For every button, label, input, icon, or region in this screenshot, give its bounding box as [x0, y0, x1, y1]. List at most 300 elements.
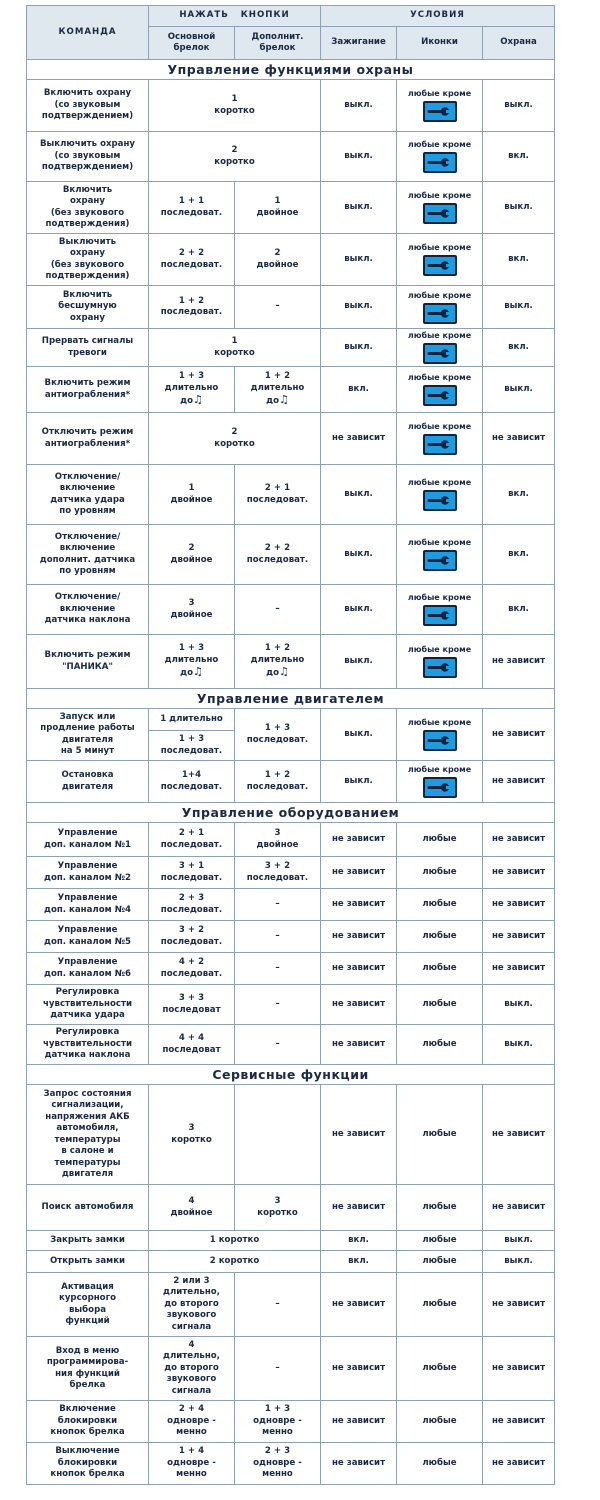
buttons-both-cell [149, 80, 321, 132]
icons-cell [397, 367, 483, 413]
main-fob-cell-text: 1 + 2 последоват. [160, 295, 223, 317]
command-cell-text: Отключение/ включение дополнит. датчика по уровням [39, 531, 136, 576]
icons-cell [397, 234, 483, 286]
ignition-cell-text: выкл. [344, 150, 373, 161]
buttons-both-cell-text: 2 коротко [214, 145, 255, 167]
buttons-both-cell [149, 132, 321, 182]
extra-fob-cell [235, 585, 321, 635]
wrench-icon [423, 101, 457, 122]
ignition-cell-text: не зависит [331, 930, 386, 941]
command-cell-text: Запрос состояния сигнализации, напряжения АКБ автомобиля, температуры в салоне и температуры двигателя [43, 1088, 132, 1179]
command-cell-text: Вход в меню программирова- ния функций брелка [46, 1345, 129, 1390]
guard-cell-text: вкл. [508, 150, 529, 161]
wrench-icon [423, 550, 457, 571]
music-note-icon: ♫ [192, 393, 203, 407]
command-table [26, 5, 555, 1485]
section-title: Сервисные функции [27, 1065, 555, 1085]
guard-cell [483, 465, 555, 525]
extra-fob-cell-text: – [275, 962, 280, 973]
guard-cell-text: выкл. [504, 99, 533, 110]
command-cell [27, 329, 149, 367]
guard-cell [483, 823, 555, 857]
icons-cell [397, 1231, 483, 1251]
ignition-cell-text: не зависит [331, 1415, 386, 1426]
main-fob-cell-text: 4 + 4 последоват [162, 1033, 221, 1055]
guard-cell [483, 1085, 555, 1185]
command-cell [27, 1401, 149, 1443]
extra-fob-cell-text: 2 двойное [256, 248, 299, 270]
icons-cell [397, 182, 483, 234]
command-cell-text: Активация курсорного выбора функций [59, 1281, 116, 1326]
guard-cell [483, 709, 555, 761]
wrench-icon [423, 657, 457, 678]
guard-cell [483, 413, 555, 465]
ignition-cell [321, 709, 397, 761]
icons-except-label: любые кроме [407, 140, 472, 149]
guard-cell-text: не зависит [491, 1415, 546, 1426]
main-fob-cell [149, 1443, 235, 1485]
command-cell [27, 525, 149, 585]
extra-fob-cell-text: – [275, 1298, 280, 1309]
command-cell-text: Управление доп. каналом №2 [44, 861, 131, 883]
section-header-row [27, 803, 555, 823]
guard-cell [483, 635, 555, 689]
table-row [27, 413, 555, 465]
guard-cell [483, 1337, 555, 1401]
ignition-cell [321, 585, 397, 635]
ignition-cell-text: не зависит [331, 898, 386, 909]
wrench-icon [423, 730, 457, 751]
command-cell-text: Регулировка чувствительности датчика наклона [43, 1027, 132, 1061]
icons-cell [397, 857, 483, 889]
guard-cell-text: не зависит [491, 898, 546, 909]
ignition-cell-text: выкл. [344, 728, 373, 739]
icons-cell-text: любые [422, 1255, 457, 1266]
icons-cell [397, 525, 483, 585]
command-cell [27, 889, 149, 921]
guard-cell [483, 1273, 555, 1337]
command-cell-text: Отключить режим антиограбления* [41, 427, 134, 449]
main-fob-cell [149, 1401, 235, 1443]
command-cell [27, 1273, 149, 1337]
ignition-cell [321, 132, 397, 182]
icons-cell-text: любые [422, 1038, 457, 1049]
table-row [27, 234, 555, 286]
guard-cell [483, 525, 555, 585]
icons-cell [397, 889, 483, 921]
ignition-cell [321, 857, 397, 889]
extra-fob-cell [235, 182, 321, 234]
ignition-cell-text: выкл. [344, 655, 373, 666]
ignition-cell [321, 1085, 397, 1185]
guard-cell [483, 985, 555, 1025]
icons-cell [397, 823, 483, 857]
icons-except-label: любые кроме [407, 331, 472, 340]
extra-fob-cell-text: 1 двойное [256, 196, 299, 218]
ignition-cell [321, 823, 397, 857]
extra-fob-cell [235, 709, 321, 761]
guard-cell-text: не зависит [491, 1128, 546, 1139]
section-header-row [27, 689, 555, 709]
ignition-cell-text: выкл. [344, 488, 373, 499]
guard-cell [483, 1025, 555, 1065]
guard-cell [483, 585, 555, 635]
ignition-cell-text: выкл. [344, 603, 373, 614]
icons-cell-text: любые [422, 833, 457, 844]
extra-fob-cell [235, 761, 321, 803]
command-cell-text: Запуск или продление работы двигателя на 5 минут [40, 711, 135, 756]
guard-cell [483, 1443, 555, 1485]
guard-cell-text: выкл. [504, 1234, 533, 1245]
command-cell-text: Включить охрану (со звуковым подтверждением) [41, 88, 134, 122]
table-row [27, 525, 555, 585]
ignition-cell [321, 889, 397, 921]
extra-fob-cell-text: 1 + 2 длительно до♫ [250, 643, 305, 679]
buttons-both-cell-text: 2 коротко [214, 427, 255, 449]
guard-cell [483, 953, 555, 985]
extra-fob-cell [235, 953, 321, 985]
main-fob-cell [149, 823, 235, 857]
guard-cell-text: не зависит [491, 728, 546, 739]
wrench-icon [423, 490, 457, 511]
icons-cell-text: любые [422, 1457, 457, 1468]
extra-fob-cell [235, 525, 321, 585]
main-fob-cell [149, 465, 235, 525]
command-cell-text: Остановка двигателя [61, 770, 114, 792]
music-note-icon: ♫ [278, 393, 289, 407]
ignition-cell [321, 182, 397, 234]
command-cell-text: Отключение/ включение датчика удара по уровням [50, 471, 125, 516]
extra-fob-cell-text: 1 + 2 последоват. [246, 770, 309, 792]
extra-fob-cell-text: 2 + 2 последоват. [246, 543, 309, 565]
music-note-icon: ♫ [278, 665, 289, 679]
icons-except-label: любые кроме [407, 373, 472, 382]
ignition-cell [321, 1251, 397, 1273]
icons-cell [397, 1085, 483, 1185]
icons-cell [397, 761, 483, 803]
extra-fob-cell-text: 2 + 1 последоват. [246, 483, 309, 505]
main-fob-cell-text: 4 двойное [170, 1196, 213, 1218]
icons-cell [397, 1273, 483, 1337]
icons-cell-text: любые [422, 1128, 457, 1139]
ignition-cell [321, 1273, 397, 1337]
icons-except-label: любые кроме [407, 718, 472, 727]
main-fob-cell [149, 635, 235, 689]
icons-except-label: любые кроме [407, 593, 472, 602]
table-row [27, 823, 555, 857]
icons-cell [397, 953, 483, 985]
main-fob-cell [149, 1025, 235, 1065]
icons-cell [397, 465, 483, 525]
ignition-cell-text: не зависит [331, 833, 386, 844]
main-fob-cell-text: 1 длительно [160, 713, 223, 724]
icons-cell [397, 985, 483, 1025]
guard-cell-text: не зависит [491, 1298, 546, 1309]
icons-cell [397, 329, 483, 367]
table-row [27, 1273, 555, 1337]
wrench-icon [423, 343, 457, 364]
ignition-cell [321, 1185, 397, 1231]
section-header-row [27, 1065, 555, 1085]
main-fob-cell-text: 4 длительно, до второго звукового сигнала [163, 1339, 220, 1396]
command-cell-text: Регулировка чувствительности датчика удара [43, 987, 132, 1021]
main-fob-cell-text: 4 + 2 последоват. [160, 957, 223, 979]
guard-cell [483, 1251, 555, 1273]
ignition-cell [321, 1443, 397, 1485]
command-cell [27, 635, 149, 689]
command-cell-text: Выключение блокировки кнопок брелка [50, 1446, 125, 1480]
ignition-cell-text: выкл. [344, 253, 373, 264]
buttons-both-cell [149, 329, 321, 367]
icons-except-label: любые кроме [407, 765, 472, 774]
icons-except-label: любые кроме [407, 538, 472, 547]
ignition-cell-text: выкл. [344, 301, 373, 312]
guard-cell [483, 1231, 555, 1251]
main-fob-cell [149, 985, 235, 1025]
main-fob-cell [149, 921, 235, 953]
guard-cell-text: выкл. [504, 1038, 533, 1049]
main-fob-cell [149, 761, 235, 803]
command-cell [27, 413, 149, 465]
command-cell-text: Включить режим "ПАНИКА" [44, 650, 131, 672]
command-cell-text: Управление доп. каналом №5 [44, 925, 131, 947]
main-fob-cell-text: 2 + 2 последоват. [160, 248, 223, 270]
main-fob-cell [149, 367, 235, 413]
command-cell-text: Управление доп. каналом №1 [44, 828, 131, 850]
extra-fob-cell [235, 1025, 321, 1065]
command-cell [27, 1185, 149, 1231]
table-row [27, 1251, 555, 1273]
wrench-icon [423, 605, 457, 626]
buttons-both-cell [149, 1251, 321, 1273]
command-cell [27, 1231, 149, 1251]
command-cell-text: Прервать сигналы тревоги [41, 336, 134, 358]
main-fob-cell-text: 2 + 1 последоват. [160, 828, 223, 850]
buttons-both-cell-text: 1 коротко [214, 336, 255, 358]
icons-except-label: любые кроме [407, 89, 472, 98]
guard-cell-text: вкл. [508, 548, 529, 559]
extra-fob-cell-text: – [275, 930, 280, 941]
guard-cell-text: выкл. [504, 998, 533, 1009]
command-cell [27, 985, 149, 1025]
header-icons: Иконки [397, 27, 483, 60]
ignition-cell-text: выкл. [344, 201, 373, 212]
header-conditions: УСЛОВИЯ [321, 6, 555, 27]
wrench-icon [423, 777, 457, 798]
table-row [27, 1401, 555, 1443]
command-cell [27, 234, 149, 286]
guard-cell-text: вкл. [508, 603, 529, 614]
icons-cell [397, 80, 483, 132]
guard-cell-text: выкл. [504, 301, 533, 312]
table-row [27, 1443, 555, 1485]
guard-cell-text: выкл. [504, 1255, 533, 1266]
guard-cell-text: не зависит [491, 655, 546, 666]
icons-cell [397, 1401, 483, 1443]
icons-cell-text: любые [422, 1201, 457, 1212]
header-extra-fob: Дополнит. брелок [235, 27, 321, 60]
guard-cell [483, 367, 555, 413]
ignition-cell [321, 1337, 397, 1401]
main-fob-cell-text: 3 двойное [170, 598, 213, 620]
table-row [27, 1025, 555, 1065]
ignition-cell-text: выкл. [344, 775, 373, 786]
extra-fob-cell [235, 985, 321, 1025]
command-cell [27, 1337, 149, 1401]
ignition-cell-text: выкл. [344, 99, 373, 110]
extra-fob-cell-text: 1 + 3 одновре - менно [253, 1404, 302, 1438]
icons-cell-text: любые [422, 1362, 457, 1373]
table-row [27, 465, 555, 525]
ignition-cell [321, 953, 397, 985]
guard-cell-text: вкл. [508, 253, 529, 264]
guard-cell-text: не зависит [491, 432, 546, 443]
guard-cell [483, 182, 555, 234]
extra-fob-cell-text: – [275, 603, 280, 614]
ignition-cell [321, 1025, 397, 1065]
command-cell [27, 921, 149, 953]
main-fob-cell [149, 857, 235, 889]
main-fob-cell [149, 585, 235, 635]
main-fob-cell [149, 1185, 235, 1231]
icons-except-label: любые кроме [407, 191, 472, 200]
icons-cell [397, 1251, 483, 1273]
main-fob-cell [149, 953, 235, 985]
command-cell [27, 1251, 149, 1273]
command-cell [27, 857, 149, 889]
extra-fob-cell [235, 465, 321, 525]
icons-cell [397, 709, 483, 761]
command-cell-text: Включение блокировки кнопок брелка [50, 1404, 125, 1438]
main-fob-cell-text: 1 + 3 длительно до♫ [164, 643, 219, 679]
extra-fob-cell-text: – [275, 1038, 280, 1049]
icons-cell-text: любые [422, 866, 457, 877]
table-row [27, 985, 555, 1025]
section-header-row [27, 60, 555, 80]
extra-fob-cell-text: – [275, 898, 280, 909]
guard-cell-text: не зависит [491, 866, 546, 877]
ignition-cell [321, 465, 397, 525]
header-guard: Охрана [483, 27, 555, 60]
table-row [27, 857, 555, 889]
extra-fob-cell-text: – [275, 1362, 280, 1373]
main-fob-cell [149, 1085, 235, 1185]
command-cell [27, 132, 149, 182]
main-fob-cell [149, 234, 235, 286]
extra-fob-cell [235, 234, 321, 286]
ignition-cell [321, 921, 397, 953]
icons-cell [397, 1025, 483, 1065]
icons-except-label: любые кроме [407, 645, 472, 654]
main-fob-cell-text: 3 + 1 последоват. [160, 861, 223, 883]
table-row [27, 286, 555, 329]
table-row [27, 1231, 555, 1251]
main-fob-cell [149, 182, 235, 234]
command-cell-text: Включить бесшумную охрану [58, 289, 117, 323]
command-cell [27, 465, 149, 525]
guard-cell-text: не зависит [491, 1201, 546, 1212]
header-ignition: Зажигание [321, 27, 397, 60]
main-fob-cell [149, 709, 235, 731]
buttons-both-cell [149, 413, 321, 465]
extra-fob-cell [235, 857, 321, 889]
table-row [27, 1085, 555, 1185]
guard-cell [483, 1185, 555, 1231]
icons-cell-text: любые [422, 1415, 457, 1426]
ignition-cell [321, 985, 397, 1025]
ignition-cell [321, 1231, 397, 1251]
table-row [27, 329, 555, 367]
ignition-cell-text: не зависит [331, 1298, 386, 1309]
main-fob-cell-text: 1 + 3 длительно до♫ [164, 371, 219, 407]
command-cell-text: Включить режим антиограбления* [44, 378, 131, 400]
command-cell [27, 1025, 149, 1065]
guard-cell [483, 132, 555, 182]
extra-fob-cell-text: – [275, 998, 280, 1009]
ignition-cell-text: не зависит [331, 1128, 386, 1139]
guard-cell [483, 921, 555, 953]
extra-fob-cell-text: 2 + 3 одновре - менно [253, 1446, 302, 1480]
icons-cell [397, 585, 483, 635]
music-note-icon: ♫ [192, 665, 203, 679]
icons-cell [397, 413, 483, 465]
extra-fob-cell [235, 286, 321, 329]
guard-cell-text: вкл. [508, 488, 529, 499]
main-fob-cell [149, 525, 235, 585]
command-cell [27, 80, 149, 132]
main-fob-cell-text: 1 + 1 последоват. [160, 196, 223, 218]
icons-except-label: любые кроме [407, 478, 472, 487]
icons-except-label: любые кроме [407, 290, 472, 300]
ignition-cell [321, 286, 397, 329]
wrench-icon [423, 255, 457, 276]
ignition-cell-text: вкл. [348, 383, 369, 394]
guard-cell-text: не зависит [491, 775, 546, 786]
icons-cell [397, 921, 483, 953]
main-fob-cell-text: 2 + 3 последоват. [160, 893, 223, 915]
ignition-cell-text: выкл. [344, 341, 373, 352]
guard-cell [483, 1401, 555, 1443]
extra-fob-cell [235, 367, 321, 413]
guard-cell [483, 889, 555, 921]
command-cell [27, 182, 149, 234]
command-cell [27, 823, 149, 857]
main-fob-cell-text: 1 + 3 последоват. [160, 734, 223, 756]
main-fob-cell [149, 1337, 235, 1401]
ignition-cell [321, 525, 397, 585]
extra-fob-cell [235, 921, 321, 953]
extra-fob-cell [235, 1443, 321, 1485]
guard-cell [483, 286, 555, 329]
icons-except-label: любые кроме [407, 422, 472, 431]
wrench-icon [423, 203, 457, 224]
command-cell-text: Выключить охрану (со звуковым подтверждением) [39, 139, 136, 173]
extra-fob-cell [235, 1337, 321, 1401]
guard-cell [483, 80, 555, 132]
ignition-cell-text: не зависит [331, 1038, 386, 1049]
guard-cell-text: выкл. [504, 201, 533, 212]
command-cell [27, 286, 149, 329]
ignition-cell-text: не зависит [331, 866, 386, 877]
icons-cell [397, 1443, 483, 1485]
table-row [27, 585, 555, 635]
ignition-cell-text: не зависит [331, 1201, 386, 1212]
wrench-icon [423, 303, 457, 324]
ignition-cell-text: не зависит [331, 1457, 386, 1468]
guard-cell-text: не зависит [491, 930, 546, 941]
guard-cell-text: не зависит [491, 833, 546, 844]
main-fob-cell-text: 2 + 4 одновре - менно [167, 1404, 216, 1438]
